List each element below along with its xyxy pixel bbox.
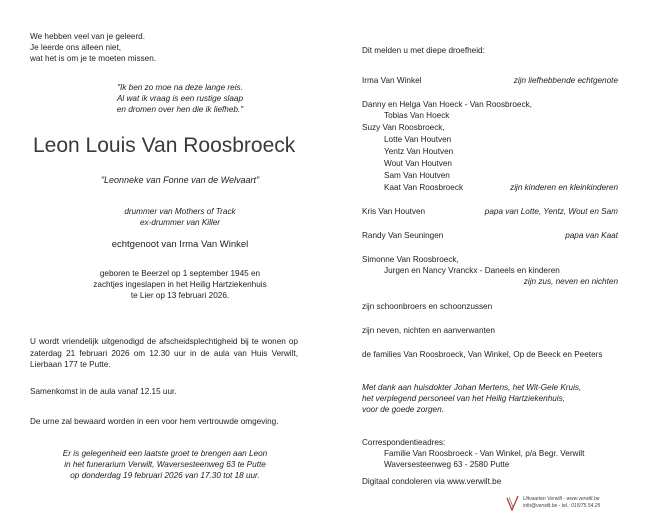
- nephews-line: zijn neven, nichten en aanverwanten: [362, 326, 495, 335]
- poem-line: wat het is om je te moeten missen.: [30, 54, 157, 63]
- mourner-name: Suzy Van Roosbroeck,: [362, 123, 445, 132]
- quote-line: Al wat ik vraag is een rustige slaap: [116, 94, 244, 103]
- quote-block: [60, 82, 300, 115]
- mourner-name: Tobias Van Hoeck: [384, 111, 450, 120]
- mourner-name: Kris Van Houtven: [362, 207, 426, 216]
- farewell-line: in het funerarium Verwilt, Waversesteenweg 63 te Putte: [64, 460, 266, 469]
- roles-block: [60, 206, 300, 228]
- mourner-name: Irma Van Winkel: [362, 76, 422, 85]
- intro-line: Dit melden u met diepe droefheid:: [362, 46, 485, 55]
- mourner-name: Simonne Van Roosbroeck,: [362, 255, 459, 264]
- urn-text: De urne zal bewaard worden in een voor hem vertrouwde omgeving.: [30, 417, 279, 426]
- thanks-line: het verplegend personeel van het Heilig Hartziekenhuis,: [362, 394, 565, 403]
- correspondence-line: Waversesteenweg 63 - 2580 Putte: [384, 460, 510, 469]
- birth-death-line: geboren te Beerzel op 1 september 1945 en: [99, 269, 261, 278]
- relation-text: papa van Lotte, Yentz, Wout en Sam: [484, 207, 618, 216]
- poem-line: We hebben veel van je geleerd.: [30, 32, 146, 41]
- inlaws-line: zijn schoonbroers en schoonzussen: [362, 302, 493, 311]
- relation-text: zijn kinderen en kleinkinderen: [510, 183, 618, 192]
- relation-text: zijn liefhebbende echtgenote: [513, 76, 618, 85]
- relation-row-sister: [362, 276, 618, 287]
- role-line: drummer van Mothers of Track: [124, 207, 236, 216]
- mourner-name: Danny en Helga Van Hoeck - Van Roosbroeck,: [362, 100, 532, 109]
- nickname: "Leonneke van Fonne van de Welvaart": [100, 175, 260, 185]
- relation-text: zijn zus, neven en nichten: [523, 277, 618, 286]
- quote-line: en dromen over hen die ik liefheb.": [116, 105, 244, 114]
- footer-line: info@verwilt.be - tel.: 015/75.54.25: [523, 503, 601, 509]
- relation-row-randy: [362, 230, 618, 241]
- mourner-name: Randy Van Seuningen: [362, 231, 444, 240]
- farewell-line: Er is gelegenheid een laatste groet te brengen aan Leon: [62, 449, 268, 458]
- footer-credit: [523, 496, 600, 510]
- farewell-line: op donderdag 19 februari 2026 van 17.30 tot 18 uur.: [70, 471, 260, 480]
- quote-line: "Ik ben zo moe na deze lange reis.: [117, 83, 243, 92]
- mourner-name: Lotte Van Houtven: [384, 135, 452, 144]
- farewell-block: [40, 448, 290, 481]
- mourner-name: Kaat Van Roosbroeck: [384, 183, 464, 192]
- role-line: ex-drummer van Killer: [139, 218, 221, 227]
- correspondence-label: Correspondentieadres:: [362, 438, 446, 447]
- mourner-name: Wout Van Houtven: [384, 159, 452, 168]
- correspondence-line: Familie Van Roosbroeck - Van Winkel, p/a Begr. Verwilt: [384, 449, 585, 458]
- birth-death-line: te Lier op 13 februari 2026.: [130, 291, 230, 300]
- mourner-name: Jurgen en Nancy Vranckx - Daneels en kinderen: [384, 266, 560, 275]
- families-line: de families Van Roosbroeck, Van Winkel, Op de Beeck en Peeters: [362, 350, 603, 359]
- mourner-name: Yentz Van Houtven: [384, 147, 454, 156]
- gathering-text: Samenkomst in de aula vanaf 12.15 uur.: [30, 387, 177, 396]
- deceased-name: Leon Louis Van Roosbroeck: [33, 134, 296, 157]
- birth-death-line: zachtjes ingeslapen in het Heilig Hartziekenhuis: [93, 280, 267, 289]
- relation-text: papa van Kaat: [565, 231, 618, 240]
- thanks-line: Met dank aan huisdokter Johan Mertens, het Wit-Gele Kruis,: [362, 383, 582, 392]
- thanks-line: voor de goede zorgen.: [362, 405, 444, 414]
- relation-row-kris: [362, 206, 618, 217]
- condolence-line: Digitaal condoleren via www.verwilt.be: [362, 477, 502, 486]
- poem-line: Je leerde ons alleen niet,: [30, 43, 122, 52]
- footer-line: Uitvaarten Verwilt - www.verwilt.be: [523, 496, 600, 502]
- verwilt-logo-icon: [506, 495, 520, 513]
- announcement-column: [362, 0, 622, 524]
- opening-poem: [30, 31, 156, 64]
- invitation-text: U wordt vriendelijk uitgenodigd de afscheidsplechtigheid bij te wonen op zaterdag 21 februari 2026 om 12.30 uur in de aula van Huis Verwilt, Lierbaan 177 te Putte.: [30, 337, 298, 369]
- mourner-name: Sam Van Houtven: [384, 171, 450, 180]
- relation-row-kaat: [362, 182, 618, 193]
- spouse-line: echtgenoot van Irma Van Winkel: [111, 239, 249, 250]
- relation-row-irma: [362, 75, 618, 86]
- birth-death-block: [60, 268, 300, 301]
